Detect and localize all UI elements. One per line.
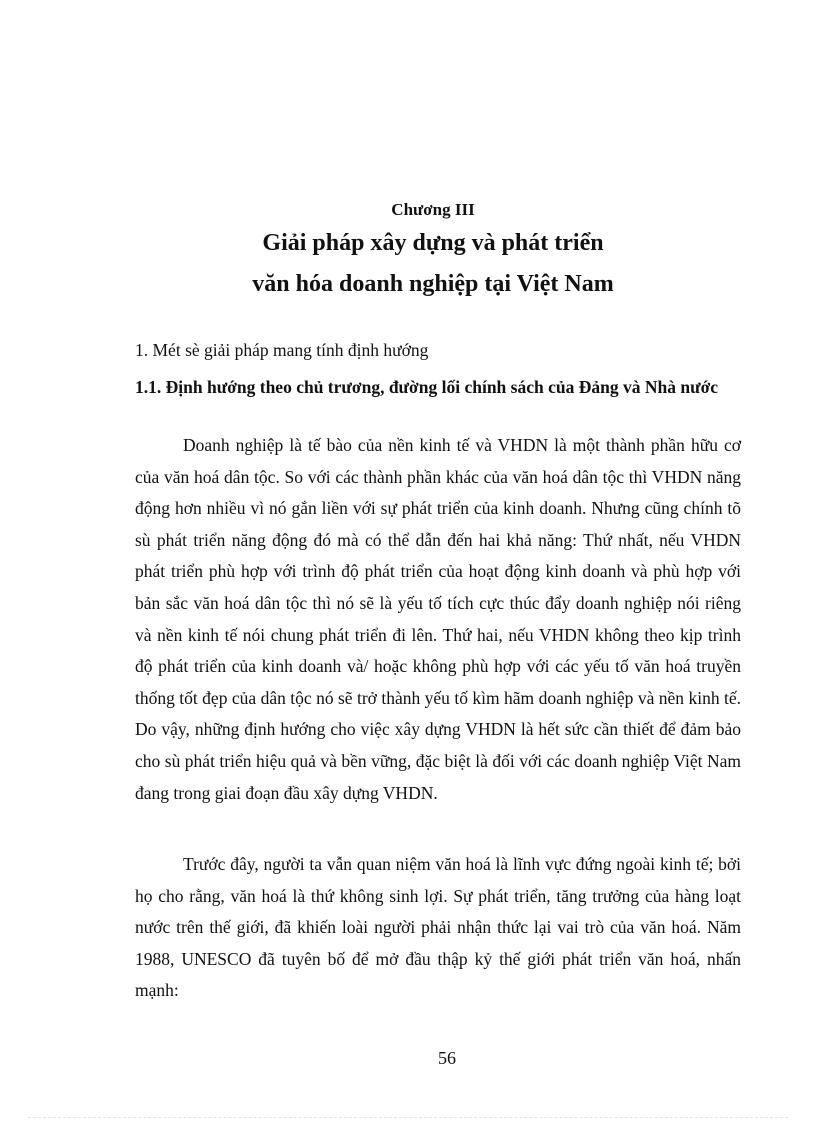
chapter-title-line-2: văn hóa doanh nghiệp tại Việt Nam [252,271,614,297]
subsection-heading: 1.1. Định hướng theo chủ trương, đường lối chính sách của Đảng và Nhà nước [135,377,719,397]
section-heading: 1. Mét sè giải pháp mang tính định hướng [135,340,429,360]
body-paragraph-1: Doanh nghiệp là tế bào của nền kinh tế và VHDN là một thành phần hữu cơ của văn hoá dân tộc. So với các thành phần khác của văn hoá dân tộc thì VHDN năng động hơn nhiều vì nó gắn liền với sự phát triển của kinh doanh. Nhưng cũng chính tõ sù phát triển năng động đó mà có thể dẫn đến hai khả năng: Thứ nhất, nếu VHDN phát triển phù hợp với trình độ phát triển của hoạt động kinh doanh và phù hợp với bản sắc văn hoá dân tộc thì nó sẽ là yếu tố tích cực thúc đẩy doanh nghiệp nói riêng và nền kinh tế nói chung phát triển đi lên. Thứ hai, nếu VHDN không theo kịp trình độ phát triển của kinh doanh và/ hoặc không phù hợp với các yếu tố văn hoá truyền thống tốt đẹp của dân tộc nó sẽ trở thành yếu tố kìm hãm doanh nghiệp và nền kinh tế. Do vậy, những định hướng cho việc xây dựng VHDN là hết sức cần thiết để đảm bảo cho sù phát triển hiệu quả và bền vững, đặc biệt là đối với các doanh nghiệp Việt Nam đang trong giai đoạn đầu xây dựng VHDN. [135,435,741,803]
page-number: 56 [438,1048,456,1068]
page-bottom-rule [28,1117,788,1118]
body-paragraph-2: Trước đây, người ta vẫn quan niệm văn hoá là lĩnh vực đứng ngoài kinh tế; bởi họ cho rằng, văn hoá là thứ không sinh lợi. Sự phát triển, tăng trưởng của hàng loạt nước trên thế giới, đã khiến loài người phải nhận thức lại vai trò của văn hoá. Năm 1988, UNESCO đã tuyên bố để mở đầu thập kỷ thế giới phát triển văn hoá, nhấn mạnh: [135,854,741,1001]
chapter-title-line-1: Giải pháp xây dựng và phát triển [262,230,604,256]
chapter-label: Chương III [391,200,475,219]
